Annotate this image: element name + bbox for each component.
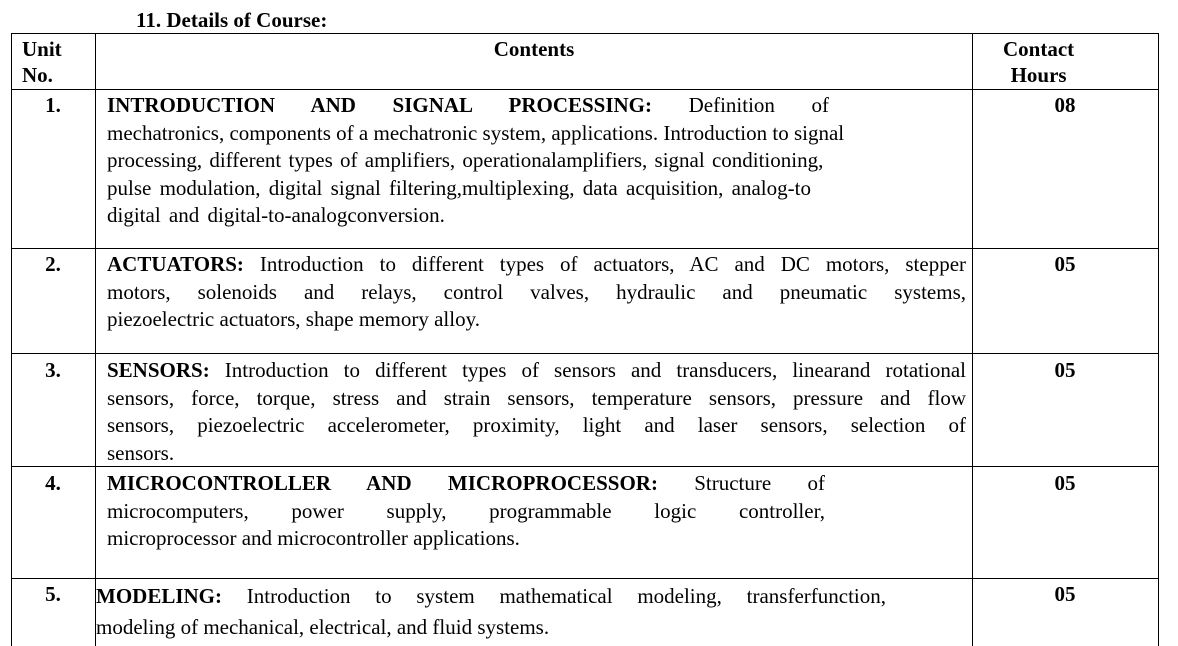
content-line: sensors, piezoelectric accelerometer, proximity, light and laser sensors, selection of (107, 413, 966, 437)
contact-hours: 05 (1054, 358, 1076, 382)
unit-title: INTRODUCTION AND SIGNAL PROCESSING: (107, 93, 653, 117)
content-line: Introduction to different types of actuators, AC and DC motors, stepper (259, 252, 967, 276)
contact-hours: 05 (1054, 471, 1076, 495)
row-divider (11, 353, 1159, 354)
unit-contents (107, 251, 966, 334)
content-line: Introduction to system mathematical modeling, transferfunction, (246, 584, 886, 608)
unit-title: SENSORS: (107, 358, 210, 382)
column-divider (95, 33, 96, 646)
unit-contents (107, 92, 829, 120)
header-unit-line1: Unit (22, 37, 62, 61)
unit-number: 4. (45, 471, 61, 495)
section-heading: 11. Details of Course: (136, 8, 328, 32)
header-contents: Contents (493, 37, 575, 61)
content-line: Structure of (694, 471, 825, 495)
unit-number: 5. (45, 582, 61, 606)
unit-contents (107, 470, 825, 553)
content-line: processing, different types of amplifiers, operationalamplifiers, signal conditioning, (107, 148, 824, 172)
content-line: motors, solenoids and relays, control valves, hydraulic and pneumatic systems, (107, 279, 966, 304)
content-line: sensors. (107, 440, 175, 465)
row-divider (11, 578, 1159, 579)
content-line: piezoelectric actuators, shape memory alloy. (107, 307, 480, 331)
row-divider (11, 89, 1159, 90)
unit-title: MODELING: (96, 584, 222, 608)
contact-hours: 08 (1054, 93, 1076, 117)
contact-hours: 05 (1054, 582, 1076, 606)
row-divider (11, 248, 1159, 249)
table-border-right (1158, 33, 1159, 646)
header-unit-line2: No. (22, 63, 53, 87)
content-line: pulse modulation, digital signal filtering,multiplexing, data acquisition, analog-to (107, 175, 811, 200)
content-line: modeling of mechanical, electrical, and fluid systems. (96, 615, 550, 639)
content-line: Introduction to different types of sensors and transducers, linearand rotational (224, 358, 966, 382)
header-hours-line2: Hours (1010, 63, 1067, 87)
unit-contents (96, 581, 886, 643)
table-border-top (11, 33, 1159, 34)
content-line: microprocessor and microcontroller applications. (107, 526, 520, 550)
header-contact-hours (1003, 36, 1074, 88)
contact-hours: 05 (1054, 252, 1076, 276)
content-line: sensors, force, torque, stress and strain sensors, temperature sensors, pressure and flow (107, 385, 966, 410)
unit-number: 3. (45, 358, 61, 382)
unit-contents (107, 357, 966, 467)
table-border-left (11, 33, 12, 646)
header-unit-no (22, 36, 62, 88)
content-line: Definition of (688, 93, 830, 117)
unit-number: 1. (45, 93, 61, 117)
header-hours-line1: Contact (1003, 37, 1075, 61)
column-divider (972, 33, 973, 646)
content-line: mechatronics, components of a mechatronic system, applications. Introduction to signal (107, 120, 845, 145)
unit-number: 2. (45, 252, 61, 276)
content-line: microcomputers, power supply, programmable logic controller, (107, 498, 825, 523)
unit-contents-body (107, 120, 967, 230)
content-line: digital and digital-to-analogconversion. (107, 203, 445, 227)
unit-title: MICROCONTROLLER AND MICROPROCESSOR: (107, 471, 658, 495)
unit-title: ACTUATORS: (107, 252, 244, 276)
